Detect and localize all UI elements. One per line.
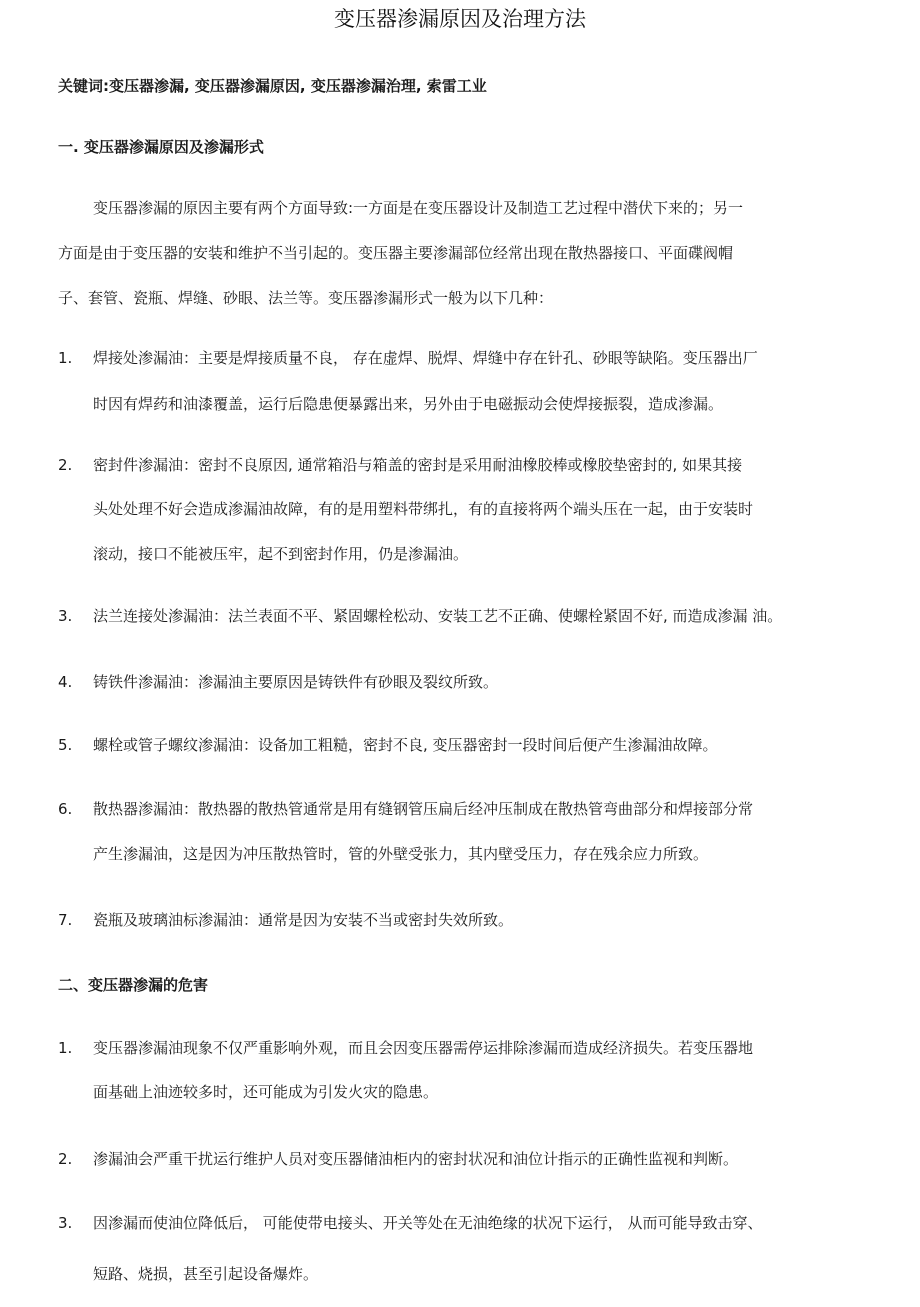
list-item-line: 因渗漏而使油位降低后， 可能使带电接头、开关等处在无油绝缘的状况下运行， 从而可能导致击穿、 bbox=[93, 1214, 763, 1232]
list-item-number: 5. bbox=[58, 736, 73, 754]
intro-line-2: 方面是由于变压器的安装和维护不当引起的。变压器主要渗漏部位经常出现在散热器接口、平面碟阀帽 bbox=[58, 244, 734, 262]
section-2-heading: 二、变压器渗漏的危害 bbox=[58, 976, 209, 994]
list-item-line: 螺栓或管子螺纹渗漏油：设备加工粗糙，密封不良, 变压器密封一段时间后便产生渗漏油故障。 bbox=[93, 736, 718, 754]
list-item-line: 法兰连接处渗漏油：法兰表面不平、紧固螺栓松动、安装工艺不正确、使螺栓紧固不好, 而造成渗漏 油。 bbox=[93, 607, 783, 625]
list-item-number: 3. bbox=[58, 607, 73, 625]
list-item-number: 2. bbox=[58, 456, 73, 474]
list-item-line: 散热器渗漏油：散热器的散热管通常是用有缝钢管压扁后经冲压制成在散热管弯曲部分和焊接部分常 bbox=[93, 800, 754, 818]
list-item-number: 7. bbox=[58, 911, 73, 929]
list-item-number: 2. bbox=[58, 1150, 73, 1168]
list-item-line: 变压器渗漏油现象不仅严重影响外观，而且会因变压器需停运排除渗漏而造成经济损失。若变压器地 bbox=[93, 1039, 754, 1057]
intro-line-3: 子、套管、瓷瓶、焊缝、砂眼、法兰等。变压器渗漏形式一般为以下几种： bbox=[58, 289, 554, 307]
list-item-number: 6. bbox=[58, 800, 73, 818]
list-item-line: 密封件渗漏油：密封不良原因, 通常箱沿与箱盖的密封是采用耐油橡胶棒或橡胶垫密封的, 如果其接 bbox=[93, 456, 743, 474]
intro-line-1: 变压器渗漏的原因主要有两个方面导致:一方面是在变压器设计及制造工艺过程中潜伏下来的；另一 bbox=[93, 199, 744, 217]
list-item-line: 时因有焊药和油漆覆盖，运行后隐患便暴露出来，另外由于电磁振动会使焊接振裂，造成渗漏。 bbox=[93, 395, 724, 413]
document-title: 变压器渗漏原因及治理方法 bbox=[334, 7, 586, 31]
list-item-line: 头处处理不好会造成渗漏油故障，有的是用塑料带绑扎，有的直接将两个端头压在一起，由于安装时 bbox=[93, 500, 754, 518]
list-item-number: 4. bbox=[58, 673, 73, 691]
list-item-line: 渗漏油会严重干扰运行维护人员对变压器储油柜内的密封状况和油位计指示的正确性监视和判断。 bbox=[93, 1150, 739, 1168]
list-item-line: 铸铁件渗漏油：渗漏油主要原因是铸铁件有砂眼及裂纹所致。 bbox=[93, 673, 499, 691]
list-item-line: 面基础上油迹较多时，还可能成为引发火灾的隐患。 bbox=[93, 1083, 439, 1101]
list-item-number: 3. bbox=[58, 1214, 73, 1232]
list-item-number: 1. bbox=[58, 349, 73, 367]
list-item-line: 滚动，接口不能被压牢，起不到密封作用，仍是渗漏油。 bbox=[93, 545, 469, 563]
list-item-number: 1. bbox=[58, 1039, 73, 1057]
list-item-line: 瓷瓶及玻璃油标渗漏油：通常是因为安装不当或密封失效所致。 bbox=[93, 911, 514, 929]
section-1-heading: 一. 变压器渗漏原因及渗漏形式 bbox=[58, 138, 264, 156]
keywords-line: 关键词:变压器渗漏, 变压器渗漏原因, 变压器渗漏治理, 索雷工业 bbox=[58, 77, 487, 95]
list-item-line: 产生渗漏油，这是因为冲压散热管时，管的外壁受张力，其内壁受压力，存在残余应力所致。 bbox=[93, 845, 709, 863]
list-item-line: 焊接处渗漏油：主要是焊接质量不良， 存在虚焊、脱焊、焊缝中存在针孔、砂眼等缺陷。变压器出厂 bbox=[93, 349, 758, 367]
list-item-line: 短路、烧损，甚至引起设备爆炸。 bbox=[93, 1265, 319, 1283]
